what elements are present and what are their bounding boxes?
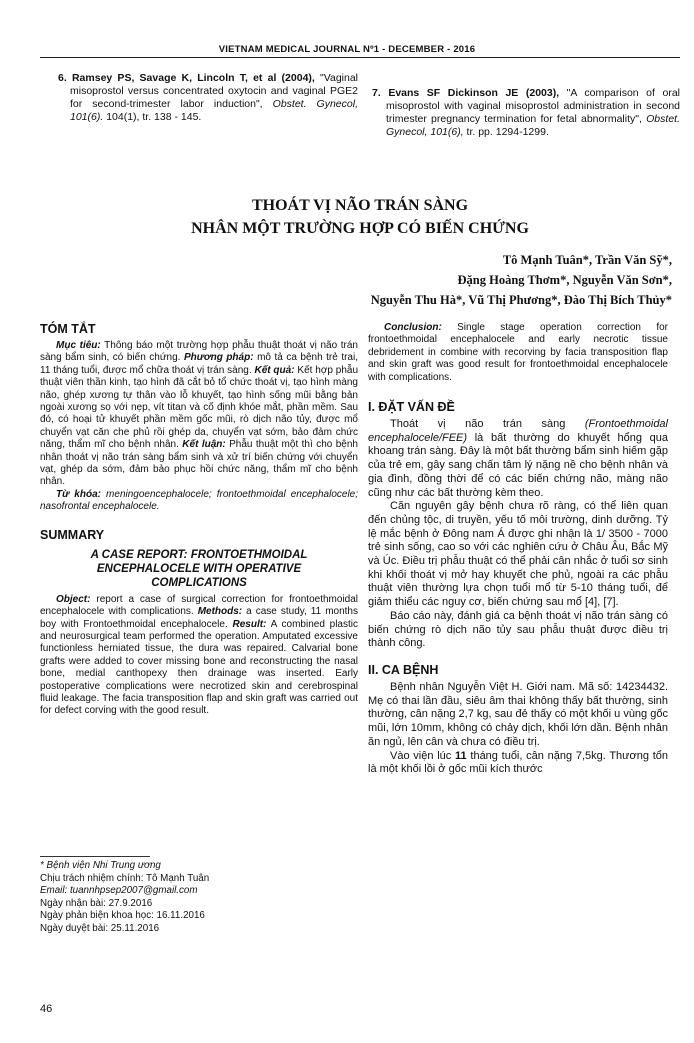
- reference-tail: 104(1), tr. 138 - 145.: [106, 111, 202, 123]
- methods-label: Methods:: [197, 606, 243, 618]
- footnote-received: Ngày nhận bài: 27.9.2016: [40, 897, 153, 909]
- page-number: 46: [40, 1003, 53, 1015]
- section1-p1-italic: (Frontoethmoidal encephalocele/FEE): [368, 418, 668, 444]
- reference-text: "A comparison of oral misoprostol with vaginal misoprostol administration in second trimester pregnancy termination for fetal abnormality",: [386, 87, 680, 125]
- author-line2: Đặng Hoàng Thơm*, Nguyễn Văn Sơn*,: [457, 273, 672, 287]
- section2-p2-pre: Vào viện lúc: [390, 749, 452, 762]
- header-rule: [40, 57, 680, 58]
- methods-text: a case study, 11 months boy with Frontoethmoidal encephalocele.: [40, 606, 358, 630]
- muc-tieu-label: Mục tiêu:: [56, 340, 101, 351]
- summary-heading: SUMMARY: [40, 527, 105, 542]
- right-column: [368, 322, 668, 777]
- author-list: [371, 250, 672, 310]
- section1-heading: I. ĐẶT VẤN ĐỀ: [368, 400, 455, 415]
- summary-body: [40, 594, 358, 718]
- summary-conclusion: [368, 322, 668, 384]
- footnote-responsible: Chịu trách nhiệm chính: Tô Mạnh Tuân: [40, 872, 210, 884]
- conclusion-text: Single stage operation correction for frontoethmoidal encephalocele and early necrotic tissue debridement in combine with recorving by facia transposition flap and skin graft was good result for frontoethmoidal encephalocele with complications.: [368, 322, 668, 383]
- phuong-phap-label: Phương pháp:: [183, 352, 254, 364]
- section1-p1-pre: Thoát vị não trán sàng: [390, 418, 566, 431]
- author-line3: Nguyễn Thu Hà*, Vũ Thị Phương*, Đào Thị Bích Thủy*: [370, 293, 672, 307]
- footnote-rule: [40, 856, 150, 857]
- author-line1: Tô Mạnh Tuân*, Trần Văn Sỹ*,: [502, 253, 672, 267]
- section2-p2-bold: 11: [455, 749, 467, 762]
- reference-tail: tr. pp. 1294-1299.: [466, 126, 549, 138]
- object-label: Object:: [56, 593, 91, 605]
- ket-luan-text: Phẫu thuật một thì cho bệnh nhân thoát vị não trán sàng bẩm sinh và xử trí biến chứng với chuyển vạt, ghép da sớm, đảm bảo phục hồi chức năng, thẩm mĩ cho bệnh nhân.: [40, 439, 358, 488]
- reference-text: "Vaginal misoprostol versus concentrated oxytocin and vaginal PGE2 for second-trimester labor induction",: [70, 72, 359, 110]
- result-label: Result:: [232, 618, 267, 630]
- footnote: [40, 860, 358, 936]
- ket-qua-text: Kết hợp phẫu thuật viên thần kinh, tạo hình đã cắt bỏ tổ chức thoát vị, tạo hình màng não, ghép xương tự thân vào lỗ khuyết, tạo hình sống mũi bằng bản ngoài xương sọ với nẹp, vít titan và cố định khóe mắt, phần mềm. Sau đó, có hoại tử khuyết phần mềm gốc mũi, rò dịch não tủy, được mổ chuyển vạt căn che phủ rồi ghép da, chuyển vạt sớm, bảo đảm chức năng, thẩm mĩ cho bệnh nhân.: [40, 364, 359, 451]
- tom-tat-body: [40, 340, 358, 514]
- section1-body: [368, 418, 668, 651]
- footnote-affiliation: * Bệnh viện Nhi Trung ương: [40, 860, 161, 871]
- tu-khoa-label: Từ khóa:: [56, 488, 101, 500]
- footnote-email: Email: tuannhpsep2007@gmail.com: [40, 885, 198, 897]
- article-title: [40, 194, 680, 240]
- ket-qua-label: Kết quả:: [254, 364, 295, 376]
- footnote-reviewed: Ngày phản biện khoa học: 16.11.2016: [40, 910, 205, 922]
- tom-tat-heading: TÓM TẮT: [40, 322, 96, 336]
- reference-authors: Evans SF Dickinson JE (2003),: [388, 87, 560, 99]
- reference-6: [40, 72, 358, 124]
- summary-title: A CASE REPORT: FRONTOETHMOIDAL ENCEPHALOCELE WITH OPERATIVE COMPLICATIONS: [90, 548, 308, 589]
- muc-tieu-text: Thông báo một trường hợp phẫu thuật thoát vị não trán sàng bẩm sinh, có biến chứng.: [40, 340, 358, 364]
- section1-p2: Căn nguyên gây bệnh chưa rõ ràng, có thể liên quan đến chủng tộc, di truyền, yếu tố môi trường, dinh dưỡng. Tỷ lệ mắc bệnh ở Đông nam Á được ghi nhận là 1/ 3500 - 7000 trẻ sinh sống, cao so với các nghiên cứu ở Châu Âu, Bắc Mỹ và Úc. Điều trị phẫu thuật có thể phải cân nhắc ở tuổi sơ sinh khi khối thoát vị mở hay khuyết che phủ, ngoài ra các phẫu thuật viên thường lựa chọn tuổi mổ từ 5-10 tháng tuổi, để giảm thiểu các nguy cơ, biến chứng sau mổ [4], [7].: [368, 500, 668, 609]
- section2-body: [368, 681, 668, 777]
- tu-khoa-text: meningoencephalocele; frontoethmoidal encephalocele; nasofrontal encephalocele.: [40, 488, 358, 513]
- article-title-line1: THOÁT VỊ NÃO TRÁN SÀNG: [251, 197, 469, 214]
- reference-authors: Ramsey PS, Savage K, Lincoln T, et al (2004),: [71, 72, 315, 84]
- section1-p3: Báo cáo này, đánh giá ca bệnh thoát vị não trán sàng có biến chứng rò dịch não tủy sau phẫu thuật được điều trị thành công.: [368, 609, 668, 650]
- reference-journal: Obstet. Gynecol, 101(6).: [70, 98, 358, 123]
- article-title-line2: NHÂN MỘT TRƯỜNG HỢP CÓ BIẾN CHỨNG: [191, 220, 529, 237]
- phuong-phap-text: mô tả ca bệnh trẻ trai, 11 tháng tuổi, được mổ chữa thoát vị trán sàng.: [40, 352, 358, 376]
- journal-header: VIETNAM MEDICAL JOURNAL Nº1 - DECEMBER - 2016: [218, 44, 476, 55]
- section2-p2-post: tháng tuổi, cân nặng 7,5kg. Thương tổn là một khối lồi ở gốc mũi kích thước: [368, 749, 668, 776]
- conclusion-label: Conclusion:: [384, 322, 442, 333]
- section1-p1-post: là bất thường do khuyết hổng qua khoang trán sàng. Đây là một bất thường bẩm sinh hiếm gặp của trẻ em, gây sang chấn tâm lý nặng nề cho bệnh nhân và gia đình, đồng thời để có các biến chứng não, màng não cũng như các bất thường kèm theo.: [368, 431, 668, 499]
- footnote-accepted: Ngày duyệt bài: 25.11.2016: [40, 922, 160, 934]
- reference-7: [364, 87, 680, 139]
- object-text: report a case of surgical correction for frontoethmoidal encephalocele with complications.: [40, 593, 359, 618]
- section2-heading: II. CA BỆNH: [368, 662, 439, 677]
- reference-number: 7.: [372, 87, 381, 99]
- section2-p1: Bệnh nhân Nguyễn Việt H. Giới nam. Mã số: 14234432. Mẹ có thai lần đầu, siêu âm thai không thấy bất thường, sinh thường, cân nặng 2,7 kg, sau đẻ thấy có một khối u vùng gốc mũi, lớn 10mm, không có chảy dịch, khối lớn dần. Bệnh nhân ăn ngủ, lên cân và chưa có điều trị.: [368, 680, 668, 748]
- ket-luan-label: Kết luận:: [182, 439, 226, 451]
- reference-journal: Obstet. Gynecol, 101(6),: [386, 113, 680, 138]
- left-column: [40, 322, 358, 718]
- reference-number: 6.: [58, 72, 67, 84]
- result-text: A combined plastic and neurosurgical team performed the operation. Amputated excessive functionless herniated tissue, the dura was repaired. Calvarial bone grafts were added to cover missing bone and reconstructing the nasal bone, medial canthopexy then drainage was inserted. Early postoperative complications were necrotized skin and cerebrospinal fluid leakage. The facia transposition flap and skin graft was carried out for defect corving with the good result.: [40, 618, 358, 717]
